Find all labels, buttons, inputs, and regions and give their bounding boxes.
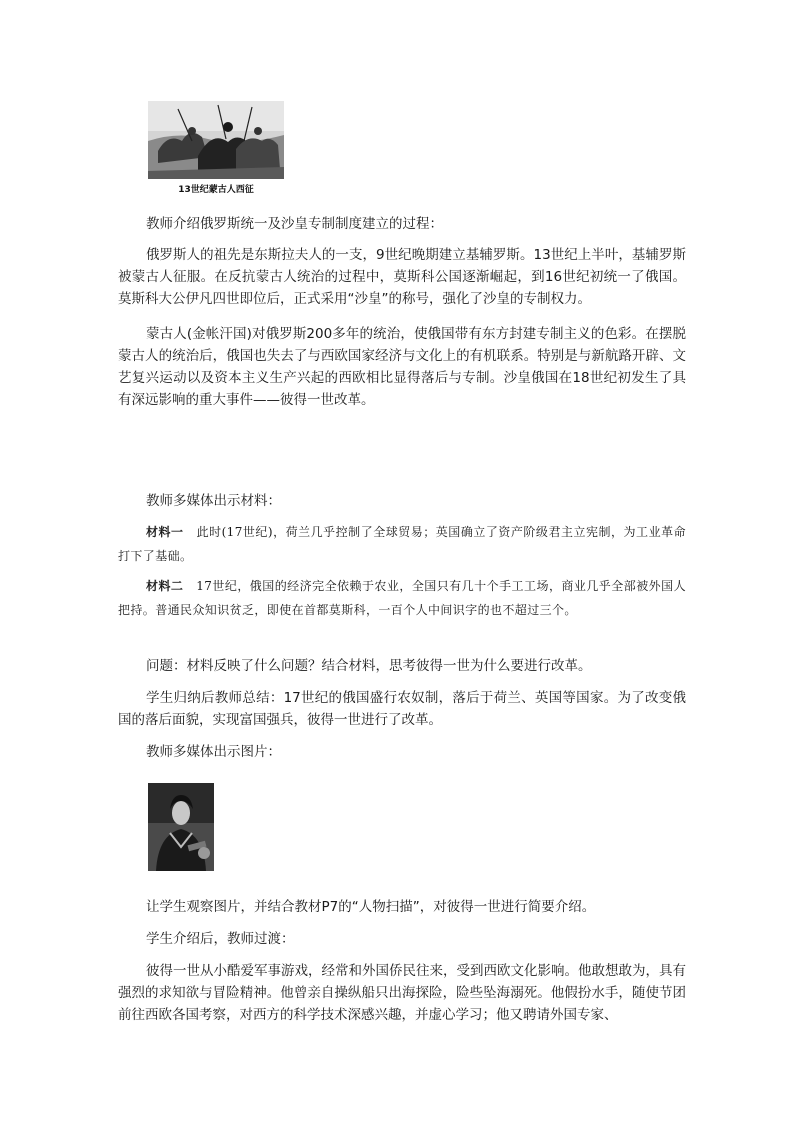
material-one <box>118 520 686 568</box>
material-two-text: 17世纪，俄国的经济完全依赖于农业，全国只有几十个手工工场，商业几乎全部被外国人把持。普通民众知识贫乏，即使在首都莫斯科，一百个人中间识字的也不超过三个。 <box>118 579 686 617</box>
paragraph-summary: 学生归纳后教师总结：17世纪的俄国盛行农奴制，落后于荷兰、英国等国家。为了改变俄国的落后面貌，实现富国强兵，彼得一世进行了改革。 <box>118 690 686 728</box>
paragraph-question: 问题：材料反映了什么问题？结合材料，思考彼得一世为什么要进行改革。 <box>146 658 592 674</box>
paragraph-teacher-transition: 学生介绍后，教师过渡： <box>146 931 295 947</box>
paragraph-intro-process: 教师介绍俄罗斯统一及沙皇专制制度建立的过程： <box>146 216 443 232</box>
material-one-label: 材料一 <box>146 525 184 539</box>
material-two-label: 材料二 <box>146 579 184 593</box>
paragraph-russian-origin: 俄罗斯人的祖先是东斯拉夫人的一支，9世纪晚期建立基辅罗斯。13世纪上半叶，基辅罗斯被蒙古人征服。在反抗蒙古人统治的过程中，莫斯科公国逐渐崛起，到16世纪初统一了俄国。莫斯科大公伊凡四世即位后，正式采用“沙皇”的称号，强化了沙皇的专制权力。 <box>118 247 686 307</box>
paragraph-show-materials: 教师多媒体出示材料： <box>146 493 281 509</box>
paragraph-peter-biography: 彼得一世从小酷爱军事游戏，经常和外国侨民往来，受到西欧文化影响。他敢想敢为，具有强烈的求知欲与冒险精神。他曾亲自操纵船只出海探险，险些坠海溺死。他假扮水手，随使节团前往西欧各国考察，对西方的科学技术深感兴趣，并虚心学习；他又聘请外国专家、 <box>118 963 686 1023</box>
paragraph-show-picture: 教师多媒体出示图片： <box>146 744 281 760</box>
material-two <box>118 574 686 622</box>
peter-the-great-portrait <box>148 783 214 871</box>
mongol-campaign-illustration <box>148 101 284 179</box>
paragraph-mongol-rule: 蒙古人(金帐汗国)对俄罗斯200多年的统治，使俄国带有东方封建专制主义的色彩。在摆脱蒙古人的统治后，俄国也失去了与西欧国家经济与文化上的有机联系。特别是与新航路开辟、文艺复兴运动以及资本主义生产兴起的西欧相比显得落后与专制。沙皇俄国在18世纪初发生了具有深远影响的重大事件——彼得一世改革。 <box>118 326 686 408</box>
material-one-text: 此时(17世纪)，荷兰几乎控制了全球贸易；英国确立了资产阶级君主立宪制，为工业革命打下了基础。 <box>118 525 686 563</box>
figure1-caption: 13世纪蒙古人西征 <box>178 185 254 195</box>
paragraph-observe-picture: 让学生观察图片，并结合教材P7的“人物扫描”，对彼得一世进行简要介绍。 <box>146 899 596 915</box>
